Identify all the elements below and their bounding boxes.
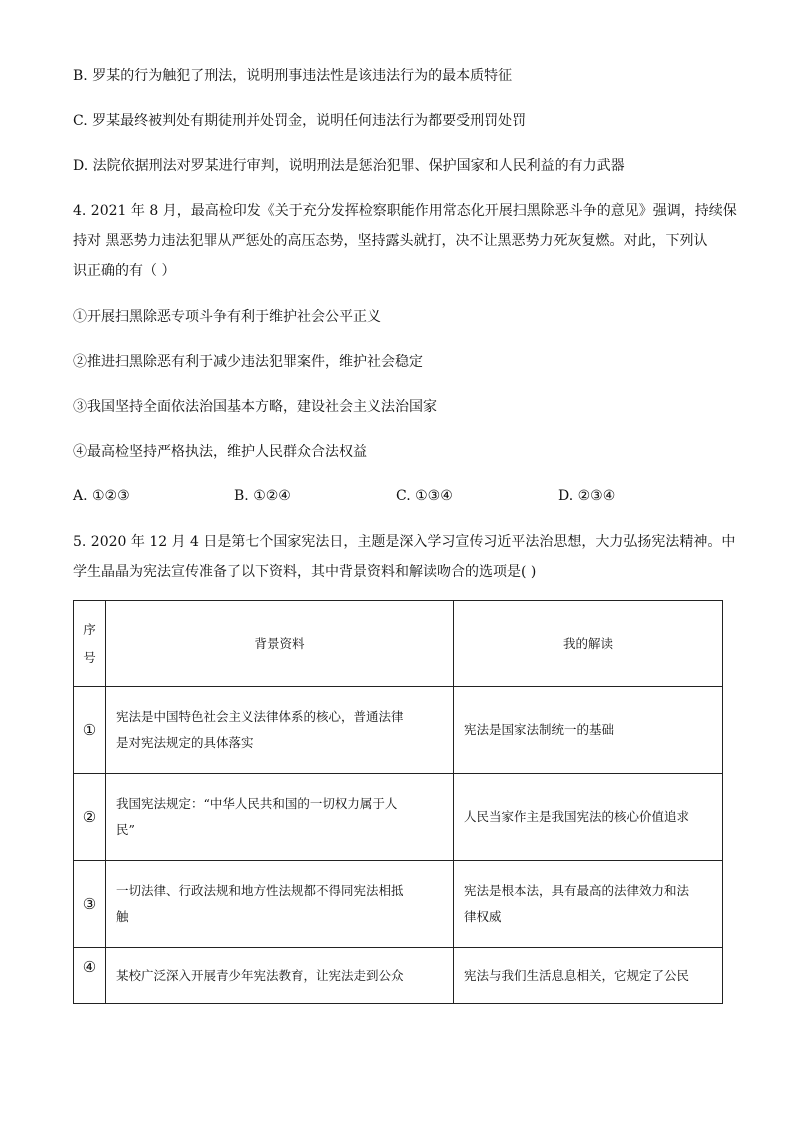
row-number: ④: [74, 948, 106, 1004]
row-number: ②: [74, 774, 106, 861]
row-number: ①: [74, 687, 106, 774]
row-reading: [454, 687, 723, 774]
row-reading: [454, 948, 723, 1004]
background-line: 我国宪法规定：“中华人民共和国的一切权力属于人: [116, 796, 398, 811]
row-background: [106, 948, 454, 1004]
q5-table: [73, 600, 723, 1004]
reading-line: 律权威: [464, 909, 502, 924]
row-reading: [454, 861, 723, 948]
q4-choice-c: C. ①③④: [396, 488, 453, 504]
table-row: [74, 774, 723, 861]
table-row: [74, 948, 723, 1004]
q4-choice-d: D. ②③④: [558, 488, 616, 504]
header-background: 背景资料: [106, 601, 454, 687]
q3-option-d: D. 法院依据刑法对罗某进行审判，说明刑法是惩治犯罪、保护国家和人民利益的有力武器: [73, 158, 625, 174]
q4-statement-1: ①开展扫黑除恶专项斗争有利于维护社会公平正义: [73, 309, 381, 325]
background-line: 是对宪法规定的具体落实: [116, 735, 254, 750]
reading-line: 宪法与我们生活息息相关，它规定了公民: [464, 967, 690, 983]
q4-statement-2: ②推进扫黑除恶有利于减少违法犯罪案件，维护社会稳定: [73, 354, 423, 370]
q4-statement-3: ③我国坚持全面依法治国基本方略，建设社会主义法治国家: [73, 399, 437, 415]
header-index-char-2: 号: [83, 649, 96, 665]
row-background: [106, 774, 454, 861]
table-row: [74, 861, 723, 948]
row-reading: [454, 774, 723, 861]
q5-stem-line-1: 5. 2020 年 12 月 4 日是第七个国家宪法日，主题是深入学习宣传习近平法治思想，大力弘扬宪法精神。中: [73, 534, 736, 550]
header-reading: 我的解读: [454, 601, 723, 687]
background-line: 某校广泛深入开展青少年宪法教育，让宪法走到公众: [116, 967, 404, 983]
q5-stem-line-2: 学生晶晶为宪法宣传准备了以下资料，其中背景资料和解读吻合的选项是( ): [73, 564, 537, 580]
background-line: 宪法是中国特色社会主义法律体系的核心，普通法律: [116, 709, 404, 724]
header-index-char-1: 序: [83, 621, 96, 637]
background-line: 民”: [116, 822, 135, 837]
table-row: [74, 687, 723, 774]
header-index: [74, 601, 106, 687]
q4-stem-line-2: 持对 黑恶势力违法犯罪从严惩处的高压态势，坚持露头就打，决不让黑恶势力死灰复燃。对此，下列认: [73, 233, 708, 249]
row-background: [106, 861, 454, 948]
background-line: 触: [116, 909, 129, 924]
q4-choice-b: B. ①②④: [234, 488, 291, 504]
q4-choice-a: A. ①②③: [73, 488, 130, 504]
q4-stem-line-1: 4. 2021 年 8 月，最高检印发《关于充分发挥检察职能作用常态化开展扫黑除恶斗争的意见》强调，持续保: [73, 203, 737, 219]
table-header-row: [74, 601, 723, 687]
reading-line: 宪法是国家法制统一的基础: [464, 722, 615, 737]
row-number: ③: [74, 861, 106, 948]
reading-line: 人民当家作主是我国宪法的核心价值追求: [464, 809, 690, 824]
reading-line: 宪法是根本法，具有最高的法律效力和法: [464, 883, 690, 898]
q3-option-c: C. 罗某最终被判处有期徒刑并处罚金，说明任何违法行为都要受刑罚处罚: [73, 113, 527, 129]
row-background: [106, 687, 454, 774]
q4-statement-4: ④最高检坚持严格执法，维护人民群众合法权益: [73, 444, 367, 460]
background-line: 一切法律、行政法规和地方性法规都不得同宪法相抵: [116, 883, 404, 898]
q4-stem-line-3: 识正确的有（ ）: [73, 263, 176, 279]
q3-option-b: B. 罗某的行为触犯了刑法，说明刑事违法性是该违法行为的最本质特征: [73, 68, 513, 84]
